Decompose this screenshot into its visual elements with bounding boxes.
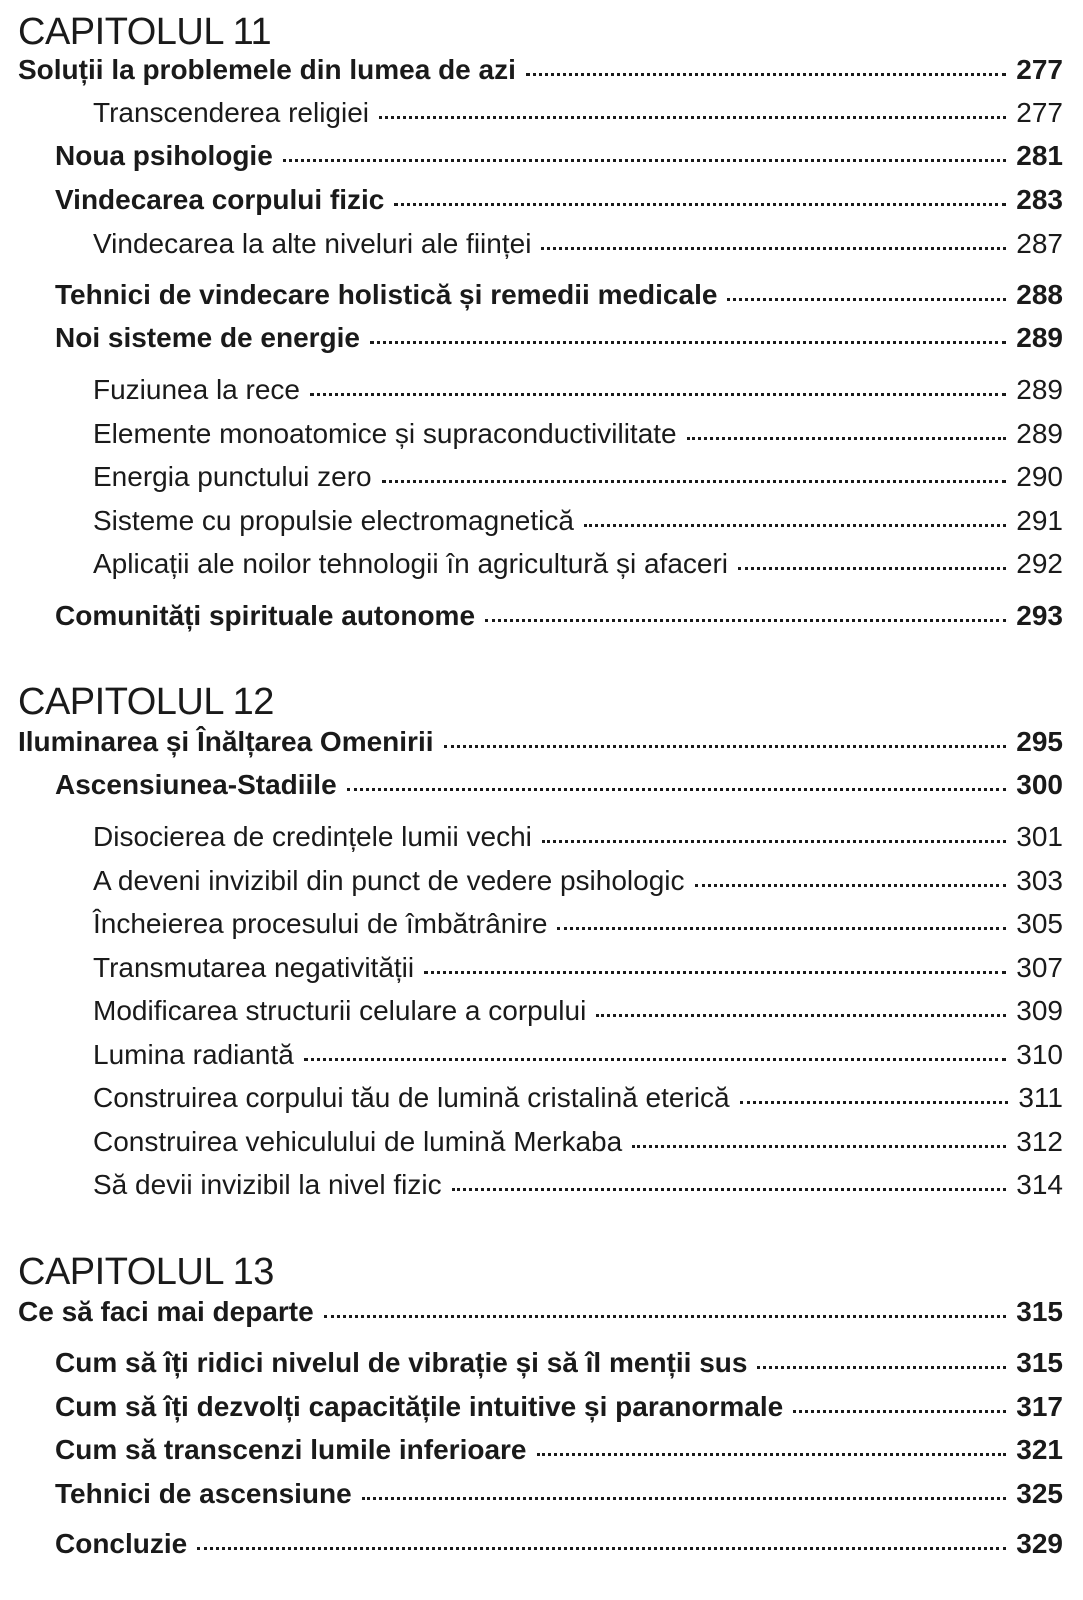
- toc-entry[interactable]: [55, 598, 1063, 634]
- dot-leader: [382, 480, 1007, 483]
- dot-leader: [557, 927, 1006, 930]
- dot-leader: [283, 159, 1007, 162]
- toc-entry[interactable]: [55, 1476, 1063, 1512]
- toc-entry-page: 325: [1016, 1478, 1063, 1509]
- toc-entry-page: 287: [1016, 228, 1063, 259]
- toc-entry-page: 289: [1016, 418, 1063, 449]
- toc-entry[interactable]: [93, 1124, 1063, 1160]
- toc-entry[interactable]: [18, 52, 1063, 88]
- toc-entry[interactable]: [55, 182, 1063, 218]
- toc-entry-title: Ascensiunea-Stadiile: [55, 769, 337, 800]
- toc-entry-title: Aplicații ale noilor tehnologii în agricultură și afaceri: [93, 548, 729, 579]
- toc-entry-title: Vindecarea corpului fizic: [55, 184, 385, 215]
- toc-entry-title: Transcenderea religiei: [93, 97, 369, 128]
- toc-entry[interactable]: [93, 863, 1063, 899]
- dot-leader: [727, 298, 1006, 301]
- toc-entry-title: Disocierea de credințele lumii vechi: [93, 821, 532, 852]
- toc-entry-title: Elemente monoatomice și supraconductivilitate: [93, 418, 677, 449]
- toc-entry-title: Cum să transcenzi lumile inferioare: [55, 1434, 527, 1465]
- toc-entry-title: A deveni invizibil din punct de vedere psihologic: [93, 865, 685, 896]
- toc-entry[interactable]: [93, 950, 1063, 986]
- toc-entry-title: Iluminarea și Înălțarea Omenirii: [18, 726, 434, 757]
- toc-entry[interactable]: [55, 1389, 1063, 1425]
- toc-entry-title: Construirea corpului tău de lumină cristalină eterică: [93, 1082, 730, 1113]
- toc-entry-page: 303: [1016, 865, 1063, 896]
- toc-entry-title: Tehnici de vindecare holistică și remedii medicale: [55, 279, 718, 310]
- dot-leader: [197, 1547, 1006, 1550]
- toc-entry-title: Noua psihologie: [55, 140, 273, 171]
- toc-entry[interactable]: [93, 1080, 1063, 1116]
- toc-entry[interactable]: [93, 226, 1063, 262]
- chapter-heading-13: CAPITOLUL 13: [18, 1251, 274, 1293]
- toc-entry[interactable]: [93, 416, 1063, 452]
- dot-leader: [757, 1366, 1006, 1369]
- toc-entry[interactable]: [93, 546, 1063, 582]
- toc-entry[interactable]: [93, 95, 1063, 131]
- dot-leader: [304, 1058, 1006, 1061]
- dot-leader: [738, 567, 1006, 570]
- dot-leader: [542, 840, 1006, 843]
- toc-entry[interactable]: [55, 1432, 1063, 1468]
- toc-entry[interactable]: [93, 459, 1063, 495]
- toc-entry-title: Vindecarea la alte niveluri ale ființei: [93, 228, 532, 259]
- dot-leader: [324, 1315, 1007, 1318]
- toc-entry-title: Tehnici de ascensiune: [55, 1478, 352, 1509]
- toc-entry-page: 293: [1016, 600, 1063, 631]
- toc-entry[interactable]: [93, 503, 1063, 539]
- toc-entry-page: 314: [1016, 1169, 1063, 1200]
- toc-entry-page: 281: [1016, 140, 1063, 171]
- toc-entry-title: Energia punctului zero: [93, 461, 372, 492]
- dot-leader: [537, 1453, 1007, 1456]
- toc-entry[interactable]: [93, 1037, 1063, 1073]
- dot-leader: [424, 971, 1006, 974]
- toc-entry-page: 309: [1016, 995, 1063, 1026]
- dot-leader: [687, 437, 1007, 440]
- chapter-heading-12: CAPITOLUL 12: [18, 681, 274, 723]
- dot-leader: [362, 1497, 1007, 1500]
- toc-entry[interactable]: [18, 724, 1063, 760]
- toc-entry-title: Comunități spirituale autonome: [55, 600, 476, 631]
- toc-entry-page: 301: [1016, 821, 1063, 852]
- toc-entry-page: 277: [1016, 54, 1063, 85]
- toc-entry[interactable]: [93, 819, 1063, 855]
- toc-entry-title: Lumina radiantă: [93, 1039, 294, 1070]
- dot-leader: [526, 73, 1006, 76]
- toc-entry[interactable]: [55, 767, 1063, 803]
- toc-entry-page: 310: [1016, 1039, 1063, 1070]
- toc-entry-page: 315: [1016, 1296, 1063, 1327]
- dot-leader: [310, 393, 1006, 396]
- toc-entry-title: Ce să faci mai departe: [18, 1296, 314, 1327]
- toc-entry-page: 290: [1016, 461, 1063, 492]
- dot-leader: [444, 745, 1007, 748]
- toc-entry-title: Să devii invizibil la nivel fizic: [93, 1169, 442, 1200]
- toc-entry[interactable]: [55, 1345, 1063, 1381]
- toc-entry-page: 288: [1016, 279, 1063, 310]
- dot-leader: [596, 1014, 1006, 1017]
- toc-entry[interactable]: [93, 906, 1063, 942]
- toc-entry-page: 291: [1016, 505, 1063, 536]
- toc-entry-page: 321: [1016, 1434, 1063, 1465]
- toc-entry[interactable]: [93, 993, 1063, 1029]
- toc-entry-title: Construirea vehiculului de lumină Merkaba: [93, 1126, 623, 1157]
- toc-entry-page: 329: [1016, 1528, 1063, 1559]
- dot-leader: [541, 247, 1006, 250]
- toc-entry-title: Încheierea procesului de îmbătrânire: [93, 908, 548, 939]
- toc-entry-title: Cum să îți ridici nivelul de vibrație și să îl menții sus: [55, 1347, 748, 1378]
- toc-entry-page: 300: [1016, 769, 1063, 800]
- toc-entry[interactable]: [55, 320, 1063, 356]
- dot-leader: [584, 524, 1006, 527]
- toc-entry-title: Fuziunea la rece: [93, 374, 301, 405]
- toc-entry[interactable]: [55, 277, 1063, 313]
- toc-entry-page: 305: [1016, 908, 1063, 939]
- dot-leader: [347, 788, 1007, 791]
- toc-entry-page: 312: [1016, 1126, 1063, 1157]
- toc-entry-page: 307: [1016, 952, 1063, 983]
- chapter-heading-11: CAPITOLUL 11: [18, 11, 272, 53]
- dot-leader: [485, 619, 1006, 622]
- toc-entry-page: 311: [1018, 1082, 1063, 1113]
- toc-entry-page: 289: [1016, 374, 1063, 405]
- dot-leader: [632, 1145, 1006, 1148]
- dot-leader: [379, 116, 1006, 119]
- toc-entry-page: 277: [1016, 97, 1063, 128]
- dot-leader: [370, 341, 1006, 344]
- dot-leader: [793, 1410, 1006, 1413]
- dot-leader: [394, 203, 1006, 206]
- toc-entry[interactable]: [18, 1294, 1063, 1330]
- toc-entry-title: Noi sisteme de energie: [55, 322, 361, 353]
- toc-entry-title: Soluții la problemele din lumea de azi: [18, 54, 516, 85]
- toc-entry-title: Transmutarea negativității: [93, 952, 415, 983]
- toc-entry[interactable]: [55, 138, 1063, 174]
- toc-entry[interactable]: [93, 1167, 1063, 1203]
- toc-entry[interactable]: [93, 372, 1063, 408]
- toc-entry[interactable]: [55, 1526, 1063, 1562]
- toc-entry-page: 315: [1016, 1347, 1063, 1378]
- dot-leader: [695, 884, 1007, 887]
- toc-entry-page: 292: [1016, 548, 1063, 579]
- dot-leader: [740, 1101, 1009, 1104]
- toc-entry-title: Sisteme cu propulsie electromagnetică: [93, 505, 574, 536]
- toc-entry-page: 317: [1016, 1391, 1063, 1422]
- toc-entry-title: Concluzie: [55, 1528, 188, 1559]
- toc-entry-page: 289: [1016, 322, 1063, 353]
- toc-entry-title: Cum să îți dezvolți capacitățile intuitive și paranormale: [55, 1391, 784, 1422]
- dot-leader: [452, 1188, 1007, 1191]
- toc-entry-title: Modificarea structurii celulare a corpului: [93, 995, 587, 1026]
- toc-entry-page: 295: [1016, 726, 1063, 757]
- toc-entry-page: 283: [1016, 184, 1063, 215]
